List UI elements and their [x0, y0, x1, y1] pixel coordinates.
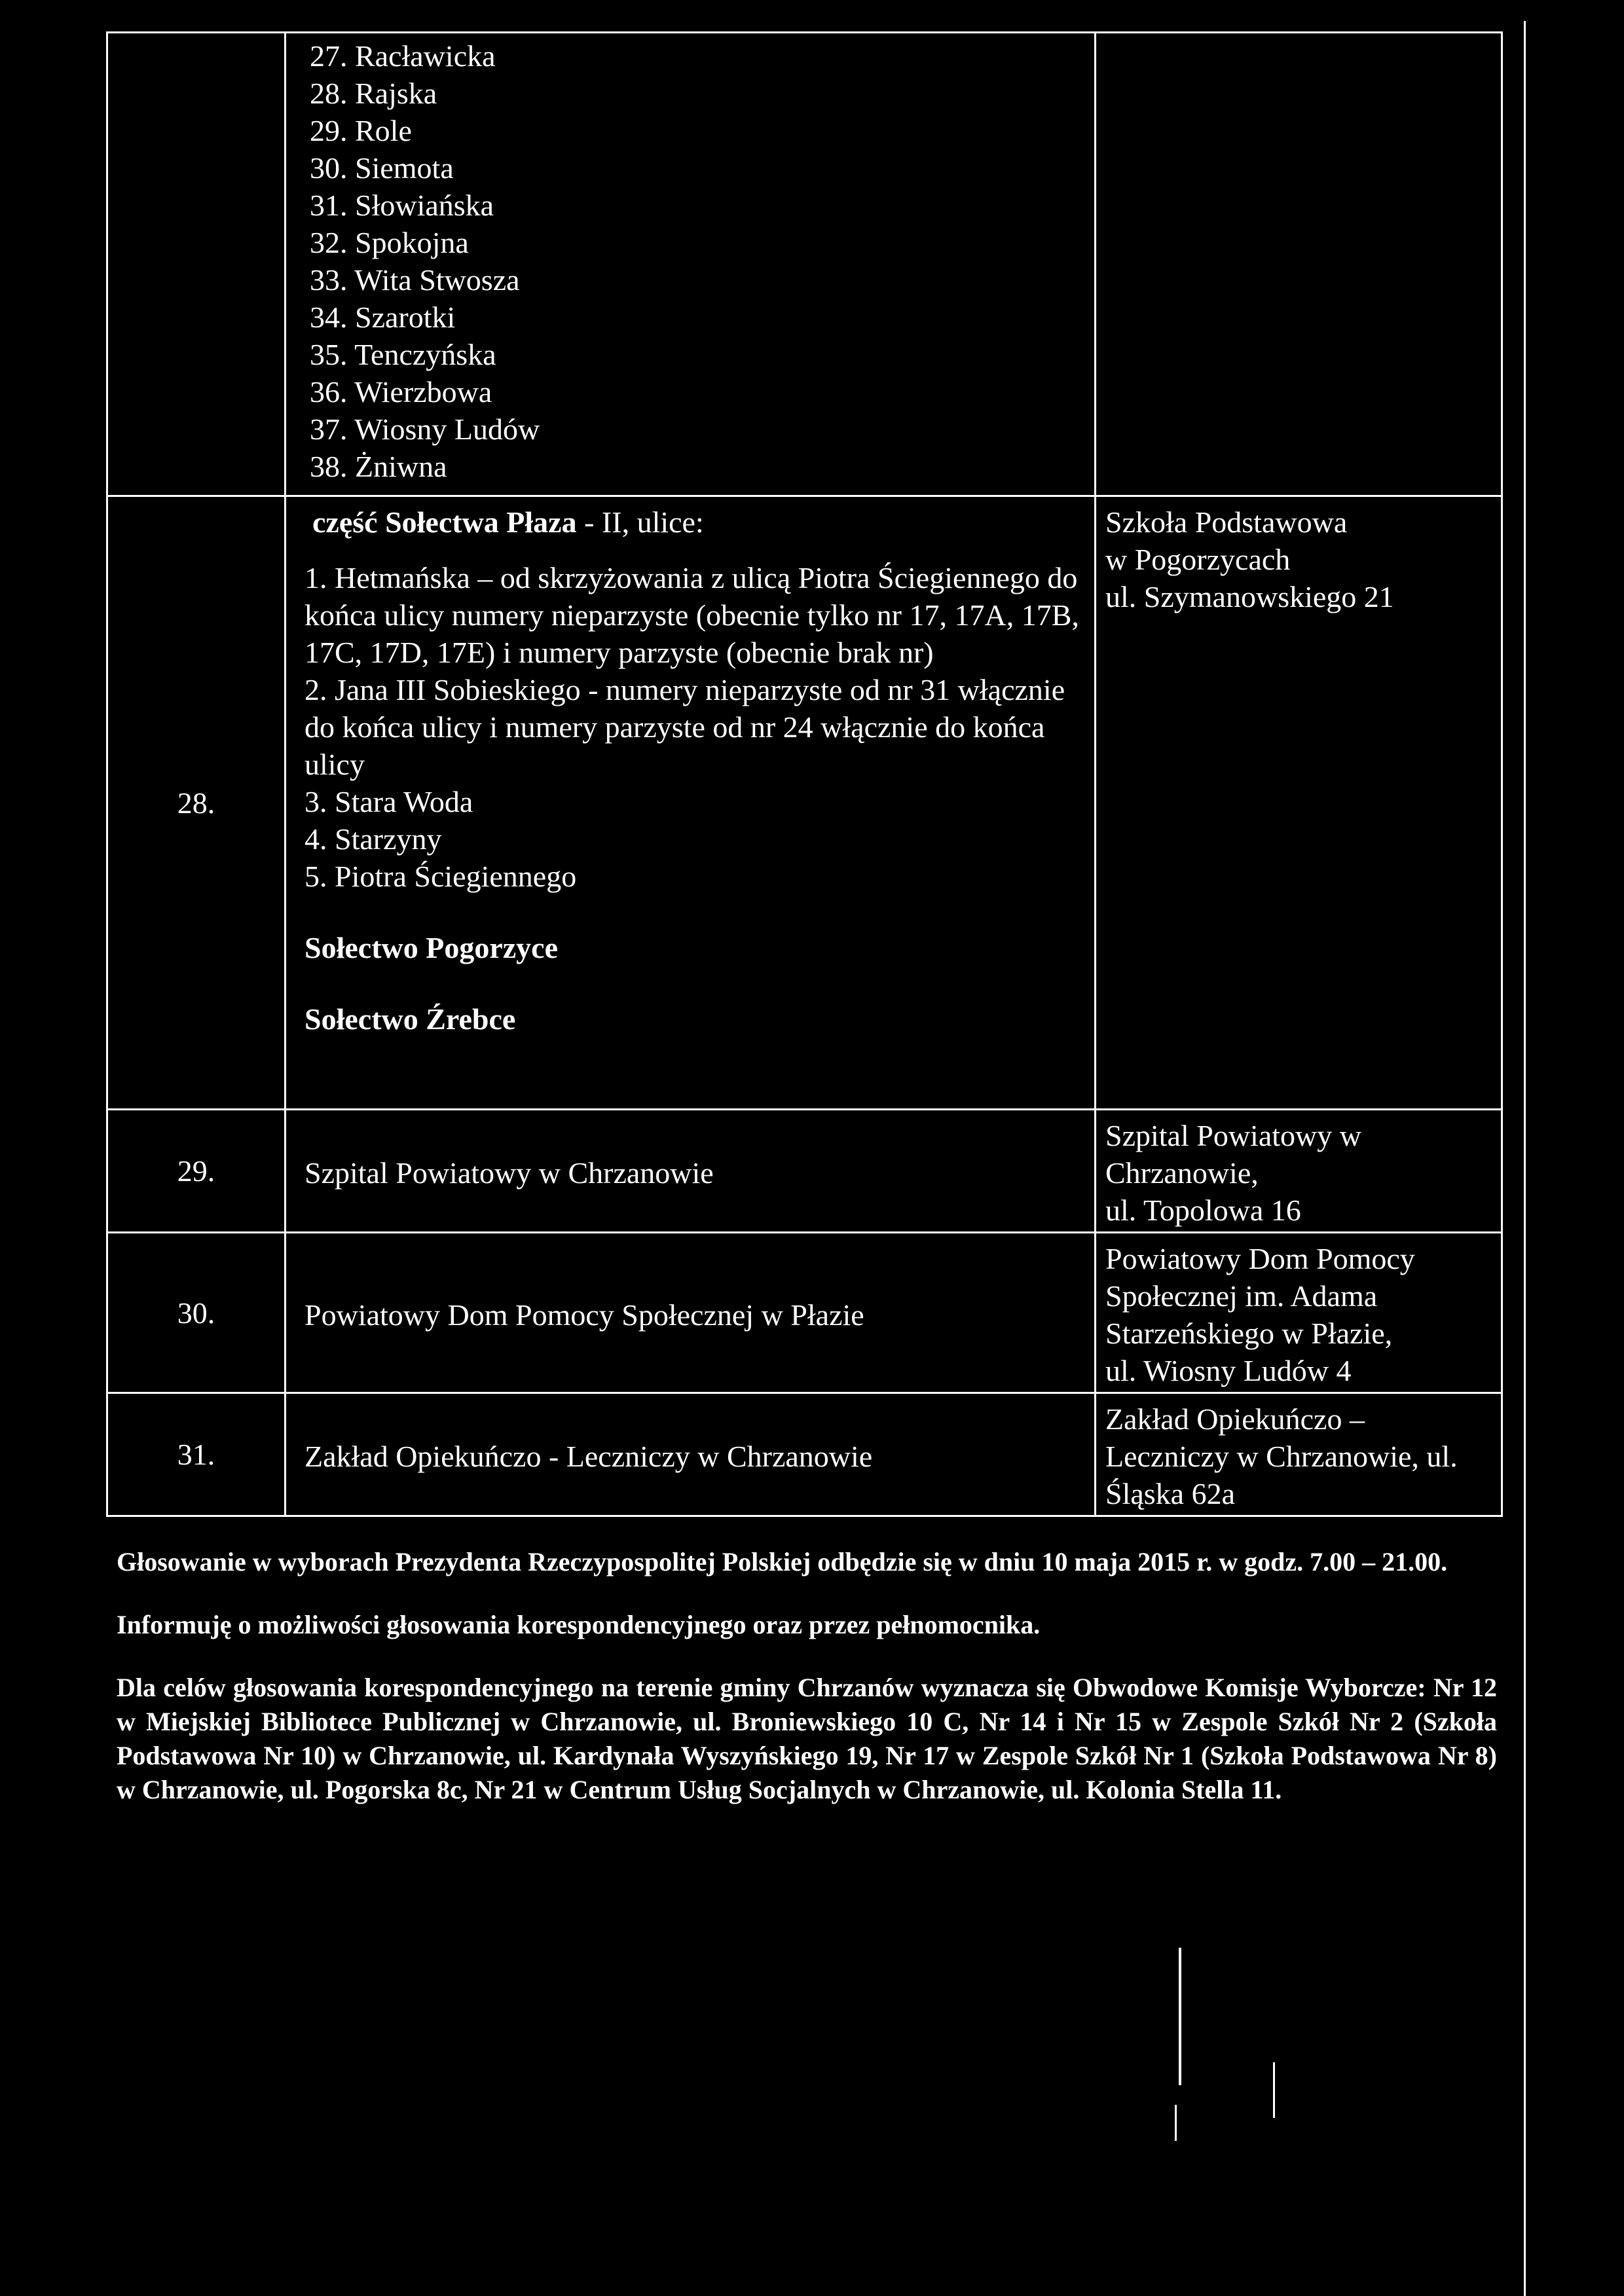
polling-place-cell: [1096, 496, 1502, 1110]
district-description-cell: Szpital Powiatowy w Chrzanowie: [286, 1110, 1096, 1233]
list-item: 36. Wierzbowa: [310, 375, 492, 409]
section-title: [312, 503, 1084, 541]
list-item: 31. Słowiańska: [310, 189, 494, 222]
list-item: 37. Wiosny Ludów: [310, 412, 540, 446]
polling-place-cell: [1096, 1233, 1502, 1393]
table-row: [107, 1110, 1502, 1233]
commissions-notice: Dla celów głosowania korespondencyjnego na terenie gminy Chrzanów wyznacza się Obwodowe Komisje Wyborcze: Nr 12 w Miejskiej Bibliotece Publicznej w Chrzanowie, ul. Broniewskiego 10 C, Nr 14 i Nr 15 w Zespole Szkół Nr 2 (Szkoła Podstawowa Nr 10) w Chrzanowie, ul. Kardynała Wyszyńskiego 19, Nr 17 w Zespole Szkół Nr 1 (Szkoła Podstawowa Nr 8) w Chrzanowie, ul. Pogorska 8c, Nr 21 w Centrum Usług Socjalnych w Chrzanowie, ul. Kolonia Stella 11.: [117, 1673, 1497, 1804]
polling-place-line: Społecznej im. Adama: [1105, 1279, 1378, 1313]
list-item: 32. Spokojna: [310, 226, 469, 259]
polling-place-line: ul. Topolowa 16: [1105, 1194, 1301, 1227]
table-row: [107, 1233, 1502, 1393]
polling-place-cell: [1096, 1110, 1502, 1233]
list-item: 28. Rajska: [310, 77, 437, 110]
solectwo-pogorzyce: Sołectwo Pogorzyce: [304, 931, 559, 964]
list-item: 35. Tenczyńska: [310, 338, 496, 371]
polling-districts-table: [106, 31, 1503, 1517]
signature-stroke: [1273, 2062, 1275, 2118]
polling-place-line: Starzeńskiego w Płazie,: [1105, 1317, 1393, 1350]
polling-place-line: Leczniczy w Chrzanowie, ul.: [1105, 1440, 1458, 1473]
right-margin-rule: [1524, 21, 1526, 2296]
list-item: 38. Żniwna: [310, 450, 447, 483]
signature-stroke: [1175, 2105, 1177, 2141]
signature-stroke: [1179, 1948, 1181, 2085]
row-number: 28.: [107, 496, 286, 1110]
polling-place-line: ul. Wiosny Ludów 4: [1105, 1354, 1352, 1387]
table-row: [107, 496, 1502, 1110]
list-item: 1. Hetmańska – od skrzyżowania z ulicą Piotra Ściegiennego do końca ulicy numery nieparzyste (obecnie tylko nr 17, 17A, 17B, 17C, 17D, 17E) i numery parzyste (obecnie brak nr): [304, 561, 1079, 669]
district-description-cell: Powiatowy Dom Pomocy Społecznej w Płazie: [286, 1233, 1096, 1393]
polling-place-line: Szpital Powiatowy w: [1105, 1119, 1361, 1152]
list-item: 30. Siemota: [310, 151, 454, 185]
list-item: 5. Piotra Ściegiennego: [304, 860, 577, 893]
list-item: 4. Starzyny: [304, 822, 442, 856]
section-title-bold: część Sołectwa Płaza: [312, 505, 577, 539]
row-number: 29.: [107, 1110, 286, 1233]
list-item: 2. Jana III Sobieskiego - numery nieparzyste od nr 31 włącznie do końca ulicy i numery parzyste od nr 24 włącznie do końca ulicy: [304, 673, 1065, 781]
polling-place-line: Powiatowy Dom Pomocy: [1105, 1242, 1415, 1275]
polling-place-line: Zakład Opiekuńczo –: [1105, 1402, 1365, 1436]
list-item: 27. Racławicka: [310, 39, 496, 73]
polling-place-cell: [1096, 1393, 1502, 1516]
correspondence-notice: Informuję o możliwości głosowania korespondencyjnego oraz przez pełnomocnika.: [117, 1610, 1041, 1639]
street-list: [304, 559, 1084, 895]
table-row: [107, 33, 1502, 496]
notice-text: [117, 1545, 1497, 1836]
polling-place-cell: [1096, 33, 1502, 496]
street-list-cell: [286, 33, 1096, 496]
polling-place-line: Chrzanowie,: [1105, 1156, 1259, 1190]
voting-date-notice: Głosowanie w wyborach Prezydenta Rzeczypospolitej Polskiej odbędzie się w dniu 10 maja 2015 r. w godz. 7.00 – 21.00.: [117, 1547, 1448, 1576]
list-item: 34. Szarotki: [310, 301, 456, 334]
section-title-rest: - II, ulice:: [576, 505, 704, 539]
district-description-cell: [286, 496, 1096, 1110]
polling-place-line: Śląska 62a: [1105, 1477, 1236, 1510]
solectwo-zrebce: Sołectwo Źrebce: [304, 1002, 516, 1036]
street-list: [304, 37, 1084, 485]
table-row: [107, 1393, 1502, 1516]
list-item: 33. Wita Stwosza: [310, 263, 520, 297]
district-description-cell: Zakład Opiekuńczo - Leczniczy w Chrzanowie: [286, 1393, 1096, 1516]
polling-place-line: w Pogorzycach: [1105, 543, 1291, 576]
row-number: [107, 33, 286, 496]
polling-place-line: ul. Szymanowskiego 21: [1105, 580, 1394, 613]
list-item: 3. Stara Woda: [304, 785, 473, 818]
list-item: 29. Role: [310, 114, 412, 147]
row-number: 31.: [107, 1393, 286, 1516]
row-number: 30.: [107, 1233, 286, 1393]
polling-place-line: Szkoła Podstawowa: [1105, 505, 1348, 539]
